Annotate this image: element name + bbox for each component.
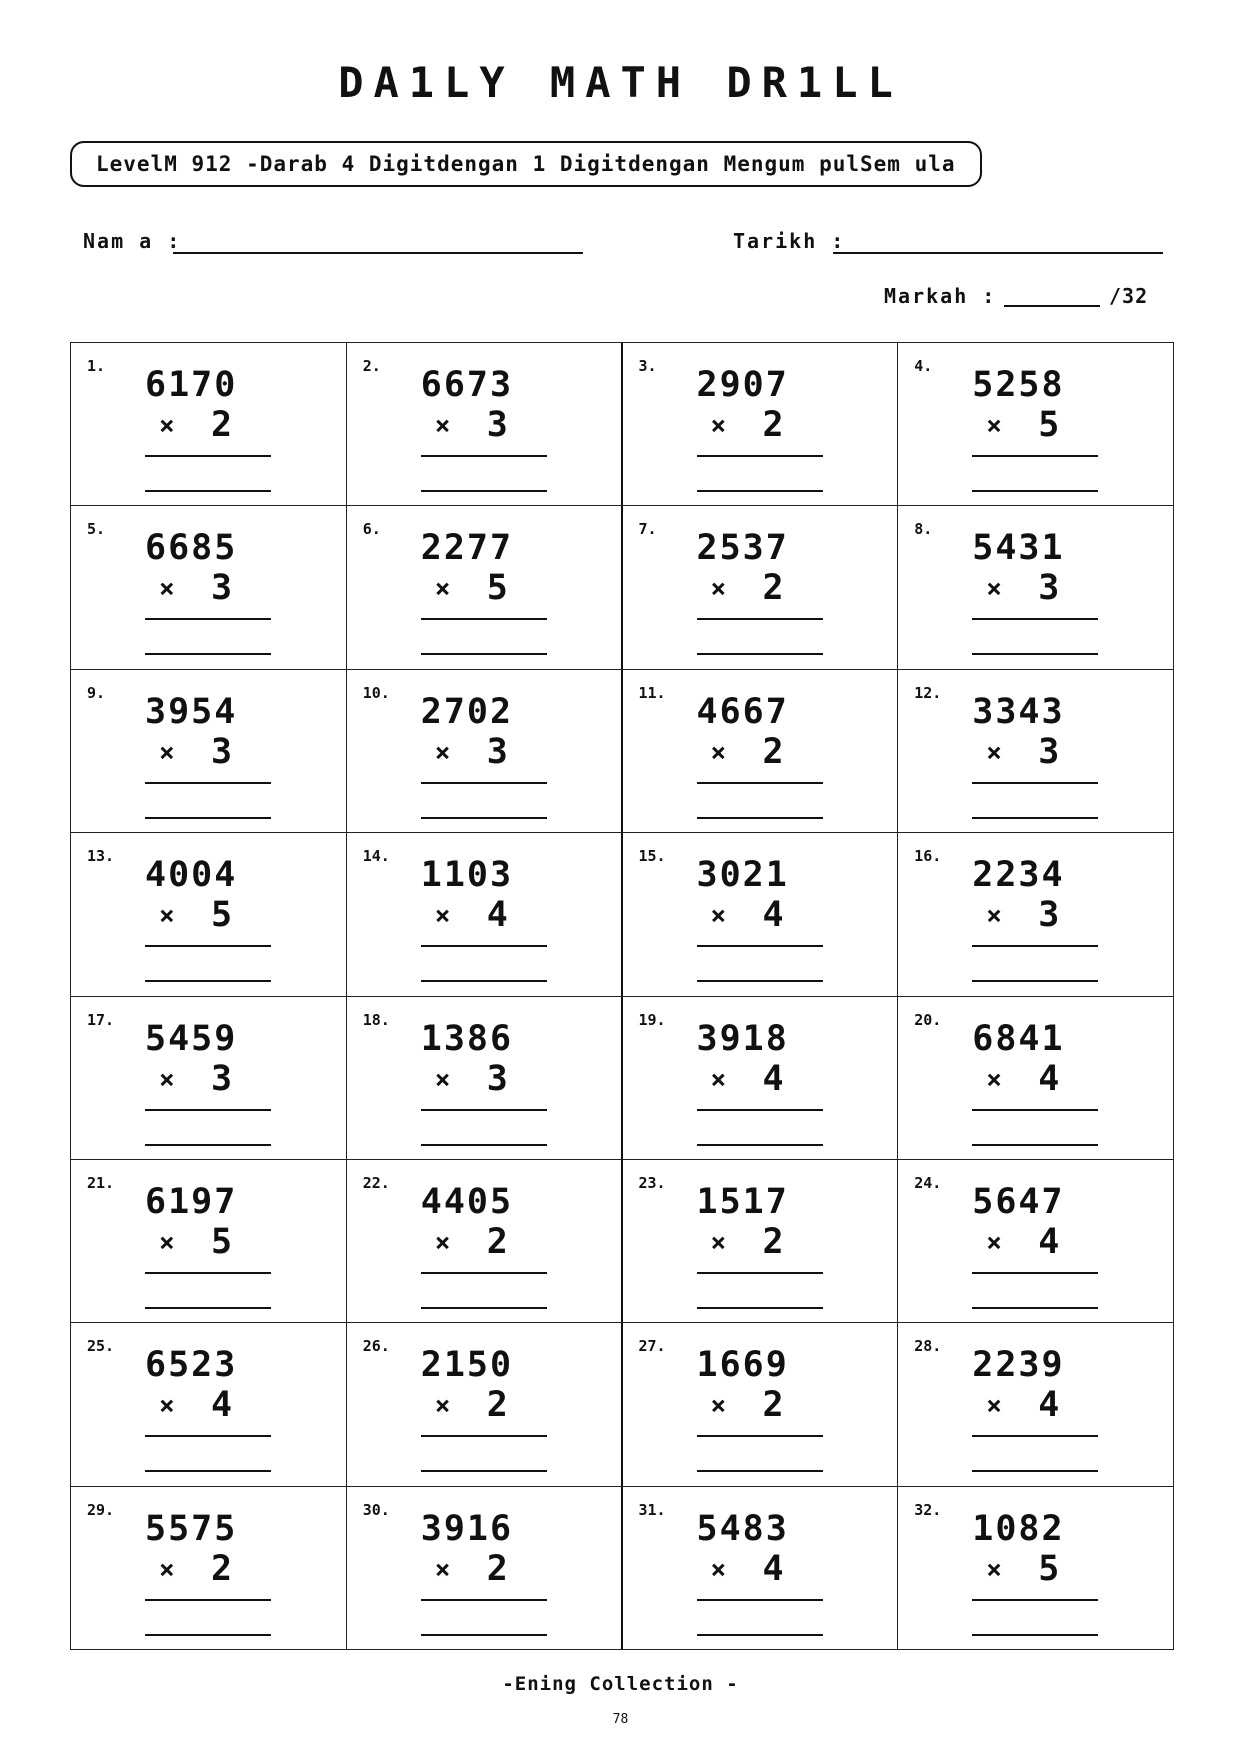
operation-rule bbox=[421, 1599, 547, 1601]
multiplicand: 3343 bbox=[972, 691, 1065, 732]
times-sign: × bbox=[986, 737, 1002, 768]
times-sign: × bbox=[159, 1227, 175, 1258]
times-sign: × bbox=[710, 1064, 727, 1095]
times-sign: × bbox=[986, 1391, 1002, 1422]
multiplier: 4 bbox=[1038, 1221, 1060, 1262]
problem-cell bbox=[898, 506, 1174, 669]
problem-number: 29. bbox=[87, 1500, 115, 1519]
problem-cell bbox=[347, 1323, 623, 1486]
times-sign: × bbox=[159, 1391, 175, 1422]
times-sign: × bbox=[710, 574, 727, 605]
problem-cell bbox=[347, 1487, 623, 1650]
multiplier: 3 bbox=[211, 1058, 233, 1099]
multiplier: 5 bbox=[1038, 405, 1060, 445]
operation-rule bbox=[145, 1435, 271, 1437]
operation-rule bbox=[145, 1272, 271, 1274]
answer-line[interactable] bbox=[421, 653, 547, 655]
multiplier: 5 bbox=[211, 1221, 233, 1262]
problem-cell bbox=[623, 670, 899, 833]
problem-number: 32. bbox=[914, 1500, 942, 1519]
multiplicand: 6523 bbox=[145, 1345, 238, 1386]
multiplier: 2 bbox=[486, 1385, 508, 1426]
operation-rule bbox=[145, 945, 271, 947]
operation-rule bbox=[145, 782, 271, 784]
problem-number: 13. bbox=[87, 847, 115, 866]
multiplier: 2 bbox=[762, 1221, 784, 1262]
operation-rule bbox=[421, 1272, 547, 1274]
multiplier: 4 bbox=[1038, 1385, 1060, 1426]
answer-line[interactable] bbox=[697, 1470, 823, 1472]
multiplier: 3 bbox=[211, 731, 233, 772]
problem-cell bbox=[71, 506, 347, 669]
answer-line[interactable] bbox=[972, 1307, 1098, 1309]
worksheet-title: DA1LY MATH DR1LL bbox=[338, 58, 903, 107]
operation-rule bbox=[697, 1599, 823, 1601]
multiplier: 3 bbox=[486, 731, 508, 772]
problem-number: 26. bbox=[362, 1337, 390, 1356]
name-label: Nam a : bbox=[83, 229, 182, 253]
marks-label: Markah : bbox=[884, 284, 997, 308]
multiplier: 5 bbox=[1038, 1548, 1060, 1589]
answer-line[interactable] bbox=[145, 1307, 271, 1309]
times-sign: × bbox=[434, 901, 451, 932]
problem-cell bbox=[347, 670, 623, 833]
times-sign: × bbox=[986, 1227, 1002, 1258]
multiplicand: 6197 bbox=[145, 1181, 238, 1222]
answer-line[interactable] bbox=[697, 490, 823, 492]
multiplicand: 5483 bbox=[696, 1508, 789, 1549]
problem-number: 4. bbox=[914, 357, 933, 375]
multiplicand: 1517 bbox=[696, 1181, 789, 1222]
problem-number: 18. bbox=[362, 1010, 390, 1029]
problem-cell bbox=[623, 833, 899, 996]
multiplier: 5 bbox=[211, 895, 233, 936]
answer-line[interactable] bbox=[972, 490, 1098, 492]
operation-rule bbox=[972, 1435, 1098, 1437]
problem-number: 20. bbox=[914, 1010, 942, 1029]
answer-line[interactable] bbox=[145, 817, 271, 819]
multiplicand: 3918 bbox=[696, 1018, 789, 1059]
multiplicand: 1082 bbox=[972, 1508, 1065, 1549]
multiplier: 4 bbox=[762, 895, 784, 936]
multiplier: 2 bbox=[762, 568, 784, 609]
times-sign: × bbox=[159, 737, 175, 768]
problem-cell bbox=[71, 1160, 347, 1323]
problem-number: 11. bbox=[638, 683, 666, 702]
problem-cell bbox=[898, 1323, 1174, 1486]
times-sign: × bbox=[986, 1554, 1002, 1585]
problem-cell bbox=[347, 833, 623, 996]
multiplier: 4 bbox=[211, 1385, 233, 1426]
multiplicand: 2239 bbox=[972, 1345, 1065, 1386]
times-sign: × bbox=[159, 1064, 175, 1095]
name-field[interactable] bbox=[173, 252, 583, 254]
answer-line[interactable] bbox=[697, 1144, 823, 1146]
problem-number: 24. bbox=[914, 1173, 942, 1192]
multiplicand: 1669 bbox=[696, 1345, 789, 1386]
problem-cell bbox=[71, 343, 347, 506]
multiplicand: 2150 bbox=[420, 1345, 514, 1386]
problem-number: 10. bbox=[362, 683, 390, 702]
answer-line[interactable] bbox=[145, 1144, 271, 1146]
operation-rule bbox=[145, 1599, 271, 1601]
date-field[interactable] bbox=[833, 252, 1163, 254]
times-sign: × bbox=[434, 737, 451, 768]
times-sign: × bbox=[710, 737, 727, 768]
answer-line[interactable] bbox=[421, 1470, 547, 1472]
multiplicand: 5459 bbox=[145, 1018, 238, 1059]
multiplicand: 2537 bbox=[696, 528, 789, 569]
multiplier: 3 bbox=[1038, 895, 1060, 936]
footer-credit: -Ening Collection - bbox=[502, 1673, 739, 1695]
multiplier: 2 bbox=[762, 405, 784, 445]
answer-line[interactable] bbox=[972, 817, 1098, 819]
problem-number: 1. bbox=[87, 357, 106, 375]
times-sign: × bbox=[159, 574, 175, 605]
date-label: Tarikh : bbox=[733, 229, 846, 253]
problem-cell bbox=[623, 997, 899, 1160]
times-sign: × bbox=[710, 1227, 727, 1258]
level-text: LevelM 912 -Darab 4 Digitdengan 1 Digitdengan Mengum pulSem ula bbox=[96, 152, 956, 176]
problem-number: 22. bbox=[362, 1173, 390, 1192]
multiplier: 4 bbox=[486, 895, 508, 936]
operation-rule bbox=[697, 1435, 823, 1437]
times-sign: × bbox=[986, 574, 1002, 605]
answer-line[interactable] bbox=[145, 1634, 271, 1636]
problem-cell bbox=[623, 1323, 899, 1486]
operation-rule bbox=[697, 455, 823, 457]
operation-rule bbox=[697, 945, 823, 947]
problem-number: 3. bbox=[638, 357, 657, 375]
answer-line[interactable] bbox=[145, 490, 271, 492]
multiplier: 3 bbox=[1038, 731, 1060, 772]
operation-rule bbox=[972, 1272, 1098, 1274]
answer-line[interactable] bbox=[421, 1307, 547, 1309]
operation-rule bbox=[972, 782, 1098, 784]
problem-number: 14. bbox=[362, 847, 390, 866]
problem-cell bbox=[623, 1487, 899, 1650]
problem-cell bbox=[347, 343, 623, 506]
operation-rule bbox=[421, 945, 547, 947]
problem-number: 16. bbox=[914, 847, 942, 866]
operation-rule bbox=[972, 1599, 1098, 1601]
multiplier: 2 bbox=[762, 731, 784, 772]
answer-line[interactable] bbox=[421, 490, 547, 492]
problem-number: 28. bbox=[914, 1337, 942, 1356]
multiplicand: 3916 bbox=[420, 1508, 514, 1549]
multiplicand: 6685 bbox=[145, 528, 238, 569]
times-sign: × bbox=[710, 901, 727, 932]
answer-line[interactable] bbox=[697, 1634, 823, 1636]
operation-rule bbox=[145, 1109, 271, 1111]
answer-line[interactable] bbox=[972, 980, 1098, 982]
problem-cell bbox=[898, 343, 1174, 506]
multiplicand: 5431 bbox=[972, 528, 1065, 569]
multiplier: 4 bbox=[762, 1058, 784, 1099]
page-number: 78 bbox=[612, 1712, 629, 1727]
multiplier: 3 bbox=[486, 1058, 508, 1099]
answer-line[interactable] bbox=[421, 980, 547, 982]
problem-cell bbox=[71, 833, 347, 996]
multiplicand: 6673 bbox=[420, 365, 514, 405]
problem-number: 23. bbox=[638, 1173, 666, 1192]
operation-rule bbox=[972, 945, 1098, 947]
multiplicand: 2234 bbox=[972, 855, 1065, 896]
multiplier: 2 bbox=[486, 1548, 508, 1589]
multiplicand: 5575 bbox=[145, 1508, 238, 1549]
answer-line[interactable] bbox=[972, 1144, 1098, 1146]
operation-rule bbox=[421, 618, 547, 620]
problem-number: 12. bbox=[914, 683, 942, 702]
multiplicand: 5647 bbox=[972, 1181, 1065, 1222]
problem-number: 31. bbox=[638, 1500, 666, 1519]
marks-field[interactable] bbox=[1004, 305, 1100, 307]
operation-rule bbox=[972, 618, 1098, 620]
times-sign: × bbox=[434, 1554, 451, 1585]
problem-cell bbox=[898, 1160, 1174, 1323]
multiplicand: 6170 bbox=[145, 365, 238, 405]
problem-cell bbox=[347, 506, 623, 669]
multiplicand: 2702 bbox=[420, 691, 514, 732]
multiplier: 4 bbox=[762, 1548, 784, 1589]
problem-number: 7. bbox=[638, 520, 657, 539]
problem-number: 2. bbox=[362, 357, 381, 375]
marks-total: /32 bbox=[1109, 284, 1149, 308]
multiplicand: 2907 bbox=[696, 365, 789, 405]
times-sign: × bbox=[159, 1554, 175, 1585]
multiplier: 5 bbox=[486, 568, 508, 609]
times-sign: × bbox=[710, 1554, 727, 1585]
times-sign: × bbox=[434, 1227, 451, 1258]
answer-line[interactable] bbox=[697, 980, 823, 982]
problem-number: 25. bbox=[87, 1337, 115, 1356]
answer-line[interactable] bbox=[972, 1634, 1098, 1636]
multiplicand: 4405 bbox=[420, 1181, 514, 1222]
answer-line[interactable] bbox=[421, 1144, 547, 1146]
answer-line[interactable] bbox=[697, 1307, 823, 1309]
times-sign: × bbox=[434, 411, 451, 441]
problem-number: 21. bbox=[87, 1173, 115, 1192]
problem-number: 6. bbox=[362, 520, 381, 539]
problem-cell bbox=[623, 1160, 899, 1323]
operation-rule bbox=[972, 1109, 1098, 1111]
times-sign: × bbox=[986, 411, 1002, 441]
multiplier: 3 bbox=[1038, 568, 1060, 609]
times-sign: × bbox=[710, 1391, 727, 1422]
operation-rule bbox=[972, 455, 1098, 457]
answer-line[interactable] bbox=[145, 653, 271, 655]
times-sign: × bbox=[434, 1064, 451, 1095]
multiplicand: 3954 bbox=[145, 691, 238, 732]
problem-number: 15. bbox=[638, 847, 666, 866]
operation-rule bbox=[697, 1109, 823, 1111]
times-sign: × bbox=[986, 1064, 1002, 1095]
multiplier: 4 bbox=[1038, 1058, 1060, 1099]
multiplicand: 5258 bbox=[972, 365, 1065, 405]
times-sign: × bbox=[434, 1391, 451, 1422]
multiplier: 3 bbox=[486, 405, 508, 445]
times-sign: × bbox=[159, 411, 175, 441]
answer-line[interactable] bbox=[697, 817, 823, 819]
multiplicand: 2277 bbox=[420, 528, 514, 569]
multiplier: 2 bbox=[486, 1221, 508, 1262]
times-sign: × bbox=[986, 901, 1002, 932]
problem-number: 19. bbox=[638, 1010, 666, 1029]
problem-cell bbox=[898, 833, 1174, 996]
multiplier: 2 bbox=[211, 405, 233, 445]
level-banner bbox=[70, 141, 982, 187]
answer-line[interactable] bbox=[697, 653, 823, 655]
multiplier: 2 bbox=[211, 1548, 233, 1589]
multiplier: 2 bbox=[762, 1385, 784, 1426]
problem-cell bbox=[898, 670, 1174, 833]
problem-number: 9. bbox=[87, 683, 106, 702]
operation-rule bbox=[697, 782, 823, 784]
problem-cell bbox=[347, 997, 623, 1160]
operation-rule bbox=[421, 455, 547, 457]
problem-cell bbox=[898, 1487, 1174, 1650]
operation-rule bbox=[145, 618, 271, 620]
multiplier: 3 bbox=[211, 568, 233, 609]
problem-cell bbox=[898, 997, 1174, 1160]
problem-cell bbox=[623, 343, 899, 506]
problem-cell bbox=[71, 1487, 347, 1650]
problem-number: 17. bbox=[87, 1010, 115, 1029]
answer-line[interactable] bbox=[421, 817, 547, 819]
multiplicand: 1386 bbox=[420, 1018, 514, 1059]
problem-grid bbox=[70, 342, 1174, 1650]
operation-rule bbox=[421, 1109, 547, 1111]
times-sign: × bbox=[434, 574, 451, 605]
problem-number: 5. bbox=[87, 520, 106, 539]
multiplicand: 6841 bbox=[972, 1018, 1065, 1059]
answer-line[interactable] bbox=[421, 1634, 547, 1636]
problem-cell bbox=[71, 670, 347, 833]
problem-cell bbox=[71, 1323, 347, 1486]
problem-number: 30. bbox=[362, 1500, 390, 1519]
answer-line[interactable] bbox=[145, 1470, 271, 1472]
operation-rule bbox=[145, 455, 271, 457]
multiplicand: 4004 bbox=[145, 855, 238, 896]
times-sign: × bbox=[159, 901, 175, 932]
operation-rule bbox=[421, 1435, 547, 1437]
operation-rule bbox=[697, 1272, 823, 1274]
multiplicand: 3021 bbox=[696, 855, 789, 896]
multiplicand: 4667 bbox=[696, 691, 789, 732]
times-sign: × bbox=[710, 411, 727, 441]
problem-cell bbox=[71, 997, 347, 1160]
problem-cell bbox=[623, 506, 899, 669]
operation-rule bbox=[421, 782, 547, 784]
problem-number: 8. bbox=[914, 520, 933, 539]
problem-cell bbox=[347, 1160, 623, 1323]
multiplicand: 1103 bbox=[420, 855, 514, 896]
operation-rule bbox=[697, 618, 823, 620]
problem-number: 27. bbox=[638, 1337, 666, 1356]
answer-line[interactable] bbox=[972, 653, 1098, 655]
answer-line[interactable] bbox=[145, 980, 271, 982]
answer-line[interactable] bbox=[972, 1470, 1098, 1472]
